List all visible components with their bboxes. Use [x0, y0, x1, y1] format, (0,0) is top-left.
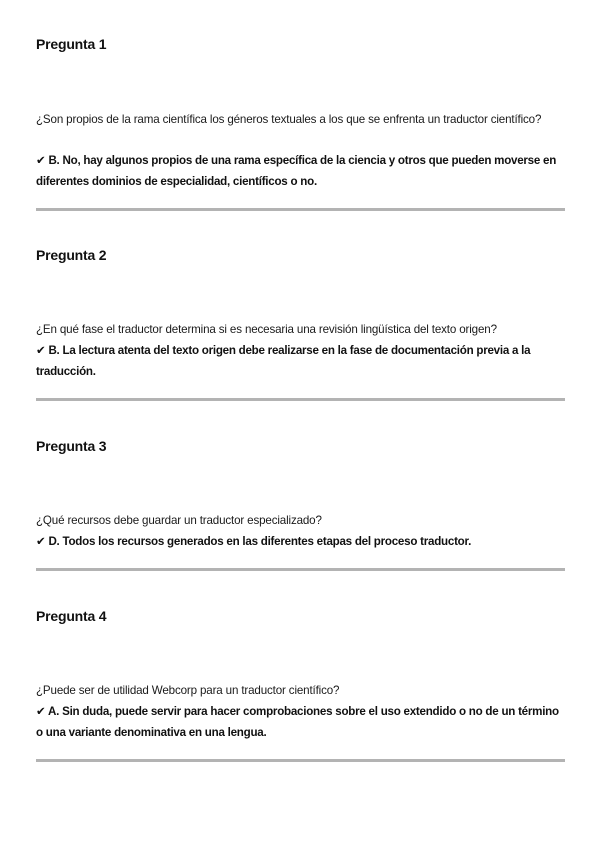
checkmark-icon: ✔ [36, 535, 49, 548]
checkmark-icon: ✔ [36, 705, 49, 718]
divider [36, 759, 565, 762]
checkmark-icon: ✔ [36, 344, 49, 357]
divider [36, 398, 565, 401]
question-text: ¿Puede ser de utilidad Webcorp para un traductor científico? [36, 684, 340, 697]
correct-answer [36, 531, 566, 552]
checkmark-icon: ✔ [36, 154, 49, 167]
answer-text: B. La lectura atenta del texto origen debe realizarse en la fase de documentación previa a la traducción. [36, 344, 531, 378]
answer-text: D. Todos los recursos generados en las diferentes etapas del proceso traductor. [48, 535, 472, 548]
correct-answer [36, 701, 566, 743]
question-text: ¿Son propios de la rama científica los géneros textuales a los que se enfrenta un traductor científico? [36, 113, 542, 126]
answer-text: B. No, hay algunos propios de una rama específica de la ciencia y otros que pueden moverse en diferentes dominios de especialidad, científicos o no. [36, 154, 557, 188]
question-title: Pregunta 4 [36, 608, 107, 624]
divider [36, 208, 565, 211]
correct-answer [36, 340, 566, 382]
question-title: Pregunta 1 [36, 36, 107, 52]
question-title: Pregunta 2 [36, 247, 107, 263]
question-text: ¿En qué fase el traductor determina si es necesaria una revisión lingüística del texto origen? [36, 323, 497, 336]
divider [36, 568, 565, 571]
answer-text: A. Sin duda, puede servir para hacer comprobaciones sobre el uso extendido o no de un término o una variante denominativa en una lengua. [36, 705, 559, 739]
correct-answer [36, 150, 566, 192]
question-text: ¿Qué recursos debe guardar un traductor especializado? [36, 514, 322, 527]
question-title: Pregunta 3 [36, 438, 107, 454]
